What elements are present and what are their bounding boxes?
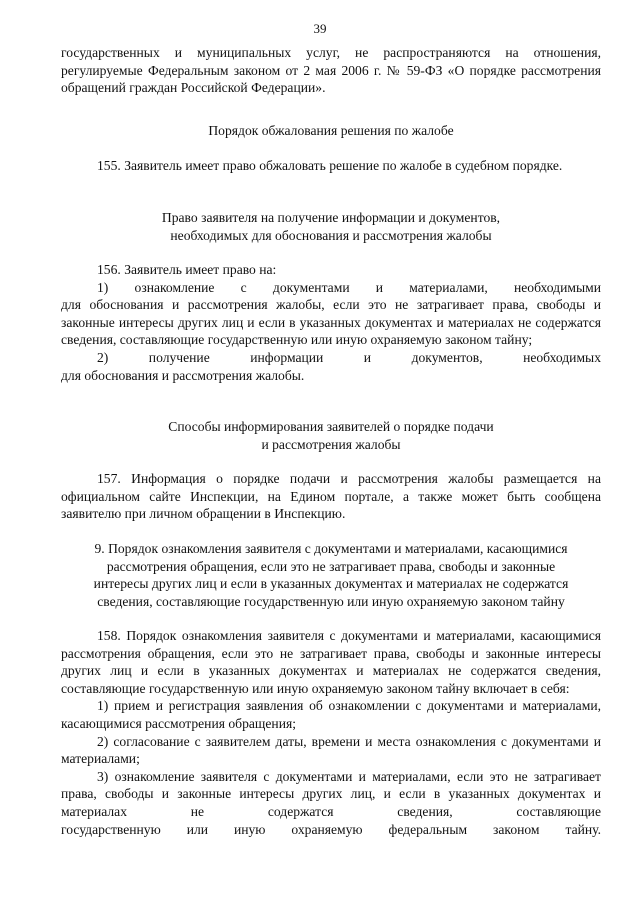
heading-line: необходимых для обоснования и рассмотрения жалобы bbox=[170, 227, 492, 243]
heading-informing-methods bbox=[61, 418, 601, 453]
heading-right-to-information bbox=[61, 209, 601, 244]
paragraph-158-lead: 158. Порядок ознакомления заявителя с документами и материалами, касающимися рассмотрения обращения, если это не затрагивает права, свободы и законные интересы других лиц и если в указанных документах и материалах не содержатся сведения, составляющие государственную или иную охраняемую законом тайну включает в себя: bbox=[61, 628, 601, 696]
list-item-156-1-rest: для обоснования и рассмотрения жалобы, если это не затрагивает права, свободы и законные интересы других лиц и если в указанных документах и материалах не содержатся сведения, составляющие государственную или иную охраняемую законом тайну; bbox=[61, 297, 601, 348]
list-item-156-1-first-line: 1) ознакомление с документами и материалами, необходимыми bbox=[97, 279, 601, 295]
intro-paragraph: государственных и муниципальных услуг, не распространяются на отношения, регулируемые Федеральным законом от 2 мая 2006 г. № 59-ФЗ «О порядке рассмотрения обращений граждан Российской Федерации». bbox=[61, 45, 601, 96]
heading-line: Право заявителя на получение информации и документов, bbox=[161, 210, 501, 225]
paragraph-155: 155. Заявитель имеет право обжаловать решение по жалобе в судебном порядке. bbox=[97, 158, 563, 173]
list-item-158-3-last-line: государственную или иную охраняемую федеральным законом тайну. bbox=[61, 821, 601, 837]
list-item-158-2: 2) согласование с заявителем даты, времени и места ознакомления с документами и материалами; bbox=[61, 733, 601, 767]
heading-line: Способы информирования заявителей о порядке подачи bbox=[168, 419, 494, 434]
paragraph-157: 157. Информация о порядке подачи и рассмотрения жалобы размещается на официальном сайте Инспекции, на Едином портале, а также может быть сообщена заявителю при личном обращении в Инспекцию. bbox=[61, 471, 601, 522]
heading-line: сведения, составляющие государственную или иную охраняемую законом тайну bbox=[97, 593, 565, 609]
paragraph-158 bbox=[61, 627, 601, 838]
page-number: 39 bbox=[313, 21, 327, 36]
paragraph-156-lead: 156. Заявитель имеет право на: bbox=[97, 262, 277, 277]
paragraph-156 bbox=[61, 261, 601, 384]
heading-appeal-procedure: Порядок обжалования решения по жалобе bbox=[208, 123, 454, 138]
heading-line: рассмотрения обращения, если это не затрагивает права, свободы и законные bbox=[106, 558, 556, 574]
section-9-heading bbox=[61, 540, 601, 610]
heading-line: и рассмотрения жалобы bbox=[261, 436, 401, 452]
heading-line: 9. Порядок ознакомления заявителя с документами и материалами, касающимися bbox=[94, 541, 568, 556]
heading-line: интересы других лиц и если в указанных документах и материалах не содержатся bbox=[93, 576, 569, 592]
list-item-158-1: 1) прием и регистрация заявления об ознакомлении с документами и материалами, касающимися рассмотрения обращения; bbox=[61, 698, 601, 731]
list-item-156-2-first-line: 2) получение информации и документов, необходимых bbox=[97, 349, 601, 365]
list-item-156-2-rest: для обоснования и рассмотрения жалобы. bbox=[61, 367, 305, 383]
list-item-158-3: 3) ознакомление заявителя с документами и материалами, если это не затрагивает права, свободы и законные интересы других лиц, и если в указанных документах и материалах не содержатся сведения, составляющие bbox=[61, 768, 601, 819]
